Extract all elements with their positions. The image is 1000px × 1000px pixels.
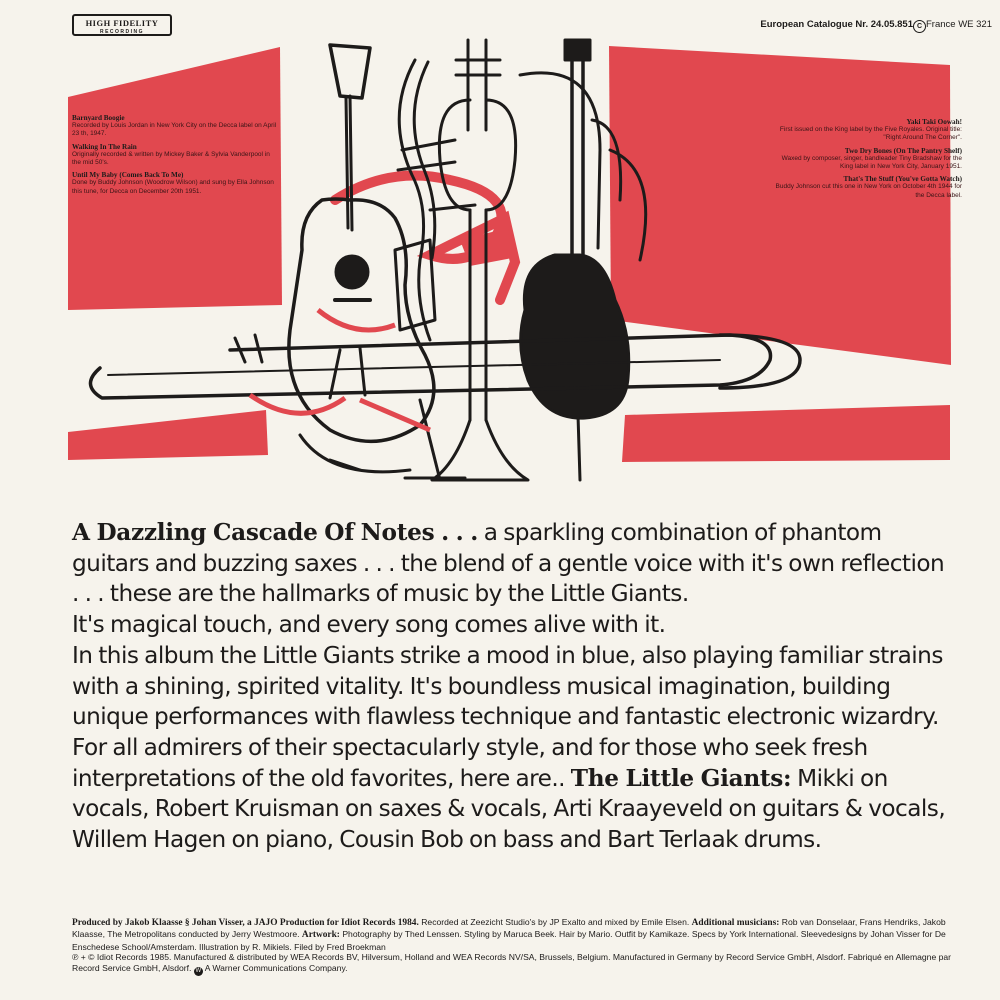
track-title: That's The Stuff (You've Gotta Watch) — [843, 175, 962, 184]
right-track-notes — [772, 114, 962, 200]
band-members: Mikki on vocals, Robert Kruisman on saxes & vocals, Arti Kraayeveld on guitars & vocals, Willem Hagen on piano, Cousin Bob on bass and Bart Terlaak drums. — [72, 764, 946, 854]
wea-logo-icon: W — [195, 967, 202, 974]
copyright-symbol: C — [913, 20, 926, 33]
track-note: Done by Buddy Johnson (Woodrow Wilson) and sung by Ella Johnson this tune, for Decca on December 20th 1951. — [72, 179, 274, 195]
left-track-notes — [72, 110, 277, 196]
red-stripe-guitar — [318, 310, 395, 330]
track-note: Buddy Johnson cut this one in New York on October 4th 1944 for the Decca label. — [775, 183, 962, 199]
catalogue-suffix: France WE 321 — [926, 19, 992, 30]
paragraph-1-text: a sparkling combination of phantom guitars and buzzing saxes . . . the blend of a gentle voice with it's own reflection . . . these are the hallmarks of music by the Little Giants. — [72, 519, 945, 608]
catalogue-text: European Catalogue Nr. 24.05.851 — [760, 19, 913, 30]
paragraph-3 — [72, 641, 952, 856]
paragraph-3-text: In this album the Little Giants strike a mood in blue, also playing familiar strains with a shining, spirited vitality. It's boundless musical imagination, building unique performances with flawless technique and fantastic electronic wizardry. For all admirers of their spectacularly style, and for those who seek fresh interpretations of the old favorites, here are.. — [72, 641, 943, 792]
track-title: Yaki Taki Oowah! — [906, 118, 962, 126]
artwork-label: Artwork: — [301, 930, 340, 941]
band-name: The Little Giants: — [570, 764, 792, 792]
producer-credit: Produced by Jakob Klaasse § Johan Visser, a JAJO Production for Idiot Records 1984. — [72, 918, 419, 928]
track-title: Two Dry Bones (On The Pantry Shelf) — [844, 146, 962, 155]
additional-musicians: Rob van Donselaar, Frans Hendriks, Jakob Klaasse, The Metropolitans conducted by Jerry Westmoore. — [72, 917, 946, 940]
track-note: Recorded by Louis Jordan in New York City on the Decca label on April 23 th, 1947. — [72, 122, 277, 138]
red-panel-bottom-right — [622, 405, 950, 462]
track-title: Until My Baby (Comes Back To Me) — [72, 171, 184, 180]
trombone-icon — [90, 335, 800, 398]
track-title: Barnyard Boogie — [72, 114, 125, 122]
credits — [72, 917, 972, 976]
badge-line-2: RECORDING — [99, 29, 145, 35]
badge-line-1: HIGH FIDELITY — [85, 18, 159, 28]
paragraph-2: It's magical touch, and every song comes alive with it. — [72, 611, 666, 639]
track-note: Waxed by composer, singer, bandleader Tiny Bradshaw for the King label in New York City, January 1951. — [781, 154, 962, 170]
copyright-notice: ℗ + © Idiot Records 1985. Manufactured & distributed by WEA Records BV, Hilversum, Holland and WEA Records NV/SA, Brussels, Belgium. Manufactured in Germany by Record Service GmbH, Alsdorf. Fabriqué en Allemagne par Record Service GmbH, Alsdorf. — [72, 952, 952, 973]
liner-notes — [72, 518, 952, 856]
red-panel-bottom-left — [68, 410, 268, 460]
track-note: Originally recorded & written by Mickey Baker & Sylvia Vanderpool in the mid 50's. — [72, 150, 270, 166]
recording-credit: Recorded at Zeezicht Studio's by JP Exalto and mixed by Emile Elsen. — [418, 917, 692, 927]
red-stripe-bottom — [250, 395, 430, 430]
lead-heading: A Dazzling Cascade Of Notes . . . — [72, 519, 478, 546]
track-title: Walking In The Rain — [72, 142, 137, 151]
additional-musicians-label: Additional musicians: — [691, 918, 780, 928]
warner-credit: A Warner Communications Company. — [202, 962, 348, 973]
artwork-credit: Photography by Thed Lenssen. Styling by Maruca Beek. Hair by Mario. Outfit by Kamikaze. Specs by York International. Sleevedesigns by Johan Visser for De Enschedese School/Amsterdam. Illustration by R. Mikiels. Filed by Fred Broekman — [72, 929, 946, 952]
track-note: First issued on the King label by the Five Royales. Original title: "Right Around The Corner". — [779, 126, 962, 142]
guitar-icon — [289, 45, 434, 470]
paragraph-1 — [72, 518, 952, 610]
red-panel-right — [609, 46, 951, 365]
